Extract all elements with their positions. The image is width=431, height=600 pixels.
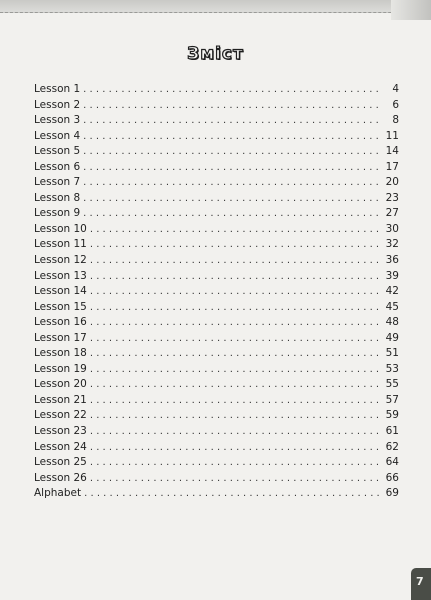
toc-entry-page: 51 bbox=[385, 347, 399, 360]
toc-entry-label: Lesson 4 bbox=[34, 129, 81, 142]
toc-entry bbox=[34, 408, 399, 424]
toc-entry-label: Lesson 20 bbox=[34, 378, 87, 391]
toc-entry-page: 20 bbox=[385, 176, 399, 189]
toc-leader-dots bbox=[83, 129, 382, 145]
toc-entry bbox=[34, 315, 399, 331]
toc-entry-page: 23 bbox=[385, 191, 399, 204]
toc-entry-label: Lesson 6 bbox=[34, 160, 81, 173]
toc-entry bbox=[34, 222, 399, 238]
toc-leader-dots bbox=[90, 471, 382, 487]
toc-entry bbox=[34, 113, 399, 129]
toc-entry bbox=[34, 424, 399, 440]
toc-entry-label: Lesson 15 bbox=[34, 300, 87, 313]
toc-entry bbox=[34, 269, 399, 285]
toc-entry-label: Lesson 10 bbox=[34, 222, 87, 235]
toc-leader-dots bbox=[90, 346, 382, 362]
toc-entry-label: Lesson 1 bbox=[34, 83, 81, 95]
top-border-band bbox=[0, 0, 431, 13]
toc-entry bbox=[34, 377, 399, 393]
page-title: Зміст bbox=[187, 44, 244, 64]
toc-entry-label: Lesson 26 bbox=[34, 471, 87, 484]
top-right-shadow bbox=[391, 0, 431, 20]
toc-entry-page: 55 bbox=[385, 378, 399, 391]
toc-leader-dots bbox=[90, 300, 382, 316]
toc-entry-page: 32 bbox=[385, 238, 399, 251]
toc-entry bbox=[34, 486, 399, 502]
toc-entry bbox=[34, 331, 399, 347]
page-number-tab bbox=[411, 568, 431, 600]
toc-entry-label: Lesson 23 bbox=[34, 425, 87, 438]
toc-entry bbox=[34, 237, 399, 253]
toc-entry-page: 53 bbox=[385, 362, 399, 375]
toc-entry-label: Lesson 2 bbox=[34, 98, 81, 111]
toc-entry-page: 6 bbox=[392, 98, 399, 111]
toc-leader-dots bbox=[90, 393, 382, 409]
toc-leader-dots bbox=[90, 455, 382, 471]
toc-entry-label: Alphabet bbox=[34, 487, 82, 500]
toc-entry-label: Lesson 25 bbox=[34, 456, 87, 469]
toc-entry-label: Lesson 9 bbox=[34, 207, 81, 220]
toc-entry-page: 62 bbox=[385, 440, 399, 453]
toc-leader-dots bbox=[83, 160, 382, 176]
toc-entry-page: 66 bbox=[385, 471, 399, 484]
toc-entry bbox=[34, 206, 399, 222]
toc-entry-label: Lesson 19 bbox=[34, 362, 87, 375]
toc-entry-page: 14 bbox=[385, 145, 399, 158]
toc-entry bbox=[34, 440, 399, 456]
toc-leader-dots bbox=[90, 440, 382, 456]
toc-entry-label: Lesson 21 bbox=[34, 393, 87, 406]
toc-leader-dots bbox=[90, 269, 382, 285]
toc-entry-page: 8 bbox=[392, 114, 399, 127]
toc-entry-page: 64 bbox=[385, 456, 399, 469]
toc-leader-dots bbox=[90, 362, 382, 378]
toc-entry-label: Lesson 12 bbox=[34, 254, 87, 267]
toc-leader-dots bbox=[84, 486, 382, 502]
toc-entry-label: Lesson 14 bbox=[34, 285, 87, 298]
toc-leader-dots bbox=[90, 253, 382, 269]
toc-entry-page: 27 bbox=[385, 207, 399, 220]
toc-entry bbox=[34, 471, 399, 487]
toc-entry-page: 49 bbox=[385, 331, 399, 344]
toc-entry-page: 4 bbox=[392, 83, 399, 95]
toc-leader-dots bbox=[90, 284, 382, 300]
toc-entry-label: Lesson 16 bbox=[34, 316, 87, 329]
toc-entry-page: 39 bbox=[385, 269, 399, 282]
toc-entry bbox=[34, 300, 399, 316]
toc-entry-page: 48 bbox=[385, 316, 399, 329]
toc-leader-dots bbox=[90, 408, 382, 424]
toc-entry-page: 59 bbox=[385, 409, 399, 422]
toc-entry bbox=[34, 129, 399, 145]
toc-entry-label: Lesson 3 bbox=[34, 114, 81, 127]
toc-entry-label: Lesson 22 bbox=[34, 409, 87, 422]
toc-entry-label: Lesson 7 bbox=[34, 176, 81, 189]
toc-entry bbox=[34, 82, 399, 98]
toc-entry bbox=[34, 160, 399, 176]
toc-entry-label: Lesson 24 bbox=[34, 440, 87, 453]
toc-entry-label: Lesson 18 bbox=[34, 347, 87, 360]
toc-entry-page: 17 bbox=[385, 160, 399, 173]
toc-entry bbox=[34, 284, 399, 300]
toc-entry-page: 11 bbox=[385, 129, 399, 142]
toc-leader-dots bbox=[90, 315, 382, 331]
toc-leader-dots bbox=[83, 175, 382, 191]
page-number: 7 bbox=[416, 575, 424, 588]
toc-entry bbox=[34, 191, 399, 207]
toc-entry-page: 45 bbox=[385, 300, 399, 313]
toc-entry bbox=[34, 393, 399, 409]
toc-entry bbox=[34, 253, 399, 269]
toc-entry-label: Lesson 13 bbox=[34, 269, 87, 282]
toc-leader-dots bbox=[90, 237, 382, 253]
toc-entry-page: 57 bbox=[385, 393, 399, 406]
toc-entry-label: Lesson 11 bbox=[34, 238, 87, 251]
toc-entry-label: Lesson 8 bbox=[34, 191, 81, 204]
toc-leader-dots bbox=[83, 191, 382, 207]
toc-leader-dots bbox=[83, 98, 382, 114]
toc-entry bbox=[34, 98, 399, 114]
toc-entry-label: Lesson 5 bbox=[34, 145, 81, 158]
toc-entry bbox=[34, 144, 399, 160]
table-of-contents bbox=[34, 82, 399, 502]
toc-leader-dots bbox=[90, 222, 382, 238]
toc-entry bbox=[34, 455, 399, 471]
toc-entry-page: 42 bbox=[385, 285, 399, 298]
toc-leader-dots bbox=[90, 331, 382, 347]
toc-leader-dots bbox=[83, 206, 382, 222]
toc-entry-page: 30 bbox=[385, 222, 399, 235]
toc-entry-page: 61 bbox=[385, 425, 399, 438]
toc-leader-dots bbox=[83, 82, 382, 98]
toc-entry-page: 69 bbox=[385, 487, 399, 500]
toc-leader-dots bbox=[83, 144, 382, 160]
toc-leader-dots bbox=[90, 377, 382, 393]
toc-entry bbox=[34, 362, 399, 378]
toc-entry-page: 36 bbox=[385, 254, 399, 267]
toc-entry bbox=[34, 346, 399, 362]
toc-entry bbox=[34, 175, 399, 191]
toc-leader-dots bbox=[83, 113, 382, 129]
toc-leader-dots bbox=[90, 424, 382, 440]
toc-entry-label: Lesson 17 bbox=[34, 331, 87, 344]
